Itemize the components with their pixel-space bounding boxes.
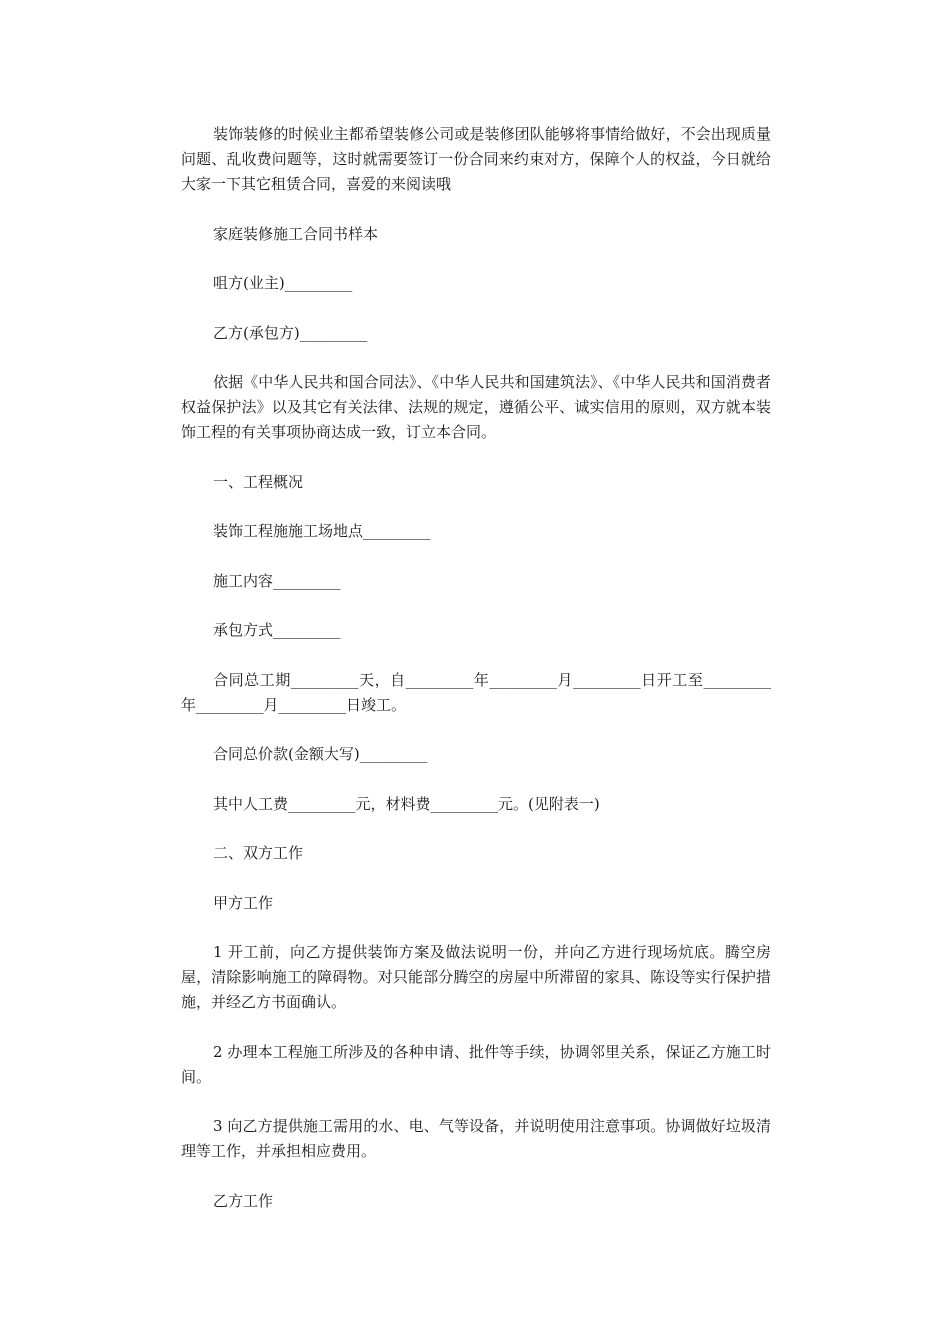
contract-method-line: 承包方式_________ (213, 621, 341, 639)
legal-basis-paragraph: 依据《中华人民共和国合同法》、《中华人民共和国建筑法》、《中华人民共和国消费者权益保护法》以及其它有关法律、法规的规定，遵循公平、诚实信用的原则，双方就本装饰工程的有关事项协商达成一致，订立本合同。 (181, 373, 771, 441)
party-a-work-item-1: 1 开工前，向乙方提供装饰方案及做法说明一份，并向乙方进行现场炕底。腾空房屋，清除影响施工的障碍物。对只能部分腾空的房屋中所滞留的家具、陈设等实行保护措施，并经乙方书面确认。 (181, 943, 771, 1011)
contract-total-price-line: 合同总价款(金额大写)_________ (213, 745, 428, 763)
contract-duration-paragraph: 合同总工期_________天，自_________年_________月_________日开工至_________年_________月_________日竣工。 (181, 670, 771, 714)
subheading-party-a-work: 甲方工作 (213, 893, 274, 912)
intro-paragraph: 装饰装修的时候业主都希望装修公司或是装修团队能够将事情给做好，不会出现质量问题、乱收费问题等，这时就需要签订一份合同来约束对方，保障个人的权益，今日就给大家一下其它租赁合同，喜爱的来阅读哦 (181, 125, 771, 193)
subheading-party-b-work: 乙方工作 (213, 1191, 274, 1210)
party-a-work-item-2: 2 办理本工程施工所涉及的各种申请、批件等手续，协调邻里关系，保证乙方施工时间。 (181, 1042, 771, 1086)
construction-site-line: 装饰工程施施工场地点_________ (213, 522, 431, 540)
section-heading-project-overview: 一、工程概况 (213, 472, 304, 491)
cost-breakdown-line: 其中人工费_________元，材料费_________元。(见附表一) (213, 794, 600, 813)
party-a-work-item-3: 3 向乙方提供施工需用的水、电、气等设备，并说明使用注意事项。协调做好垃圾清理等工作，并承担相应费用。 (181, 1117, 771, 1160)
document-page (181, 122, 771, 1214)
document-title: 家庭装修施工合同书样本 (213, 224, 379, 243)
construction-content-line: 施工内容_________ (213, 571, 341, 590)
party-a-line: 咀方(业主)_________ (213, 274, 353, 292)
section-heading-duties: 二、双方工作 (213, 844, 304, 862)
party-b-line: 乙方(承包方)_________ (213, 323, 368, 342)
